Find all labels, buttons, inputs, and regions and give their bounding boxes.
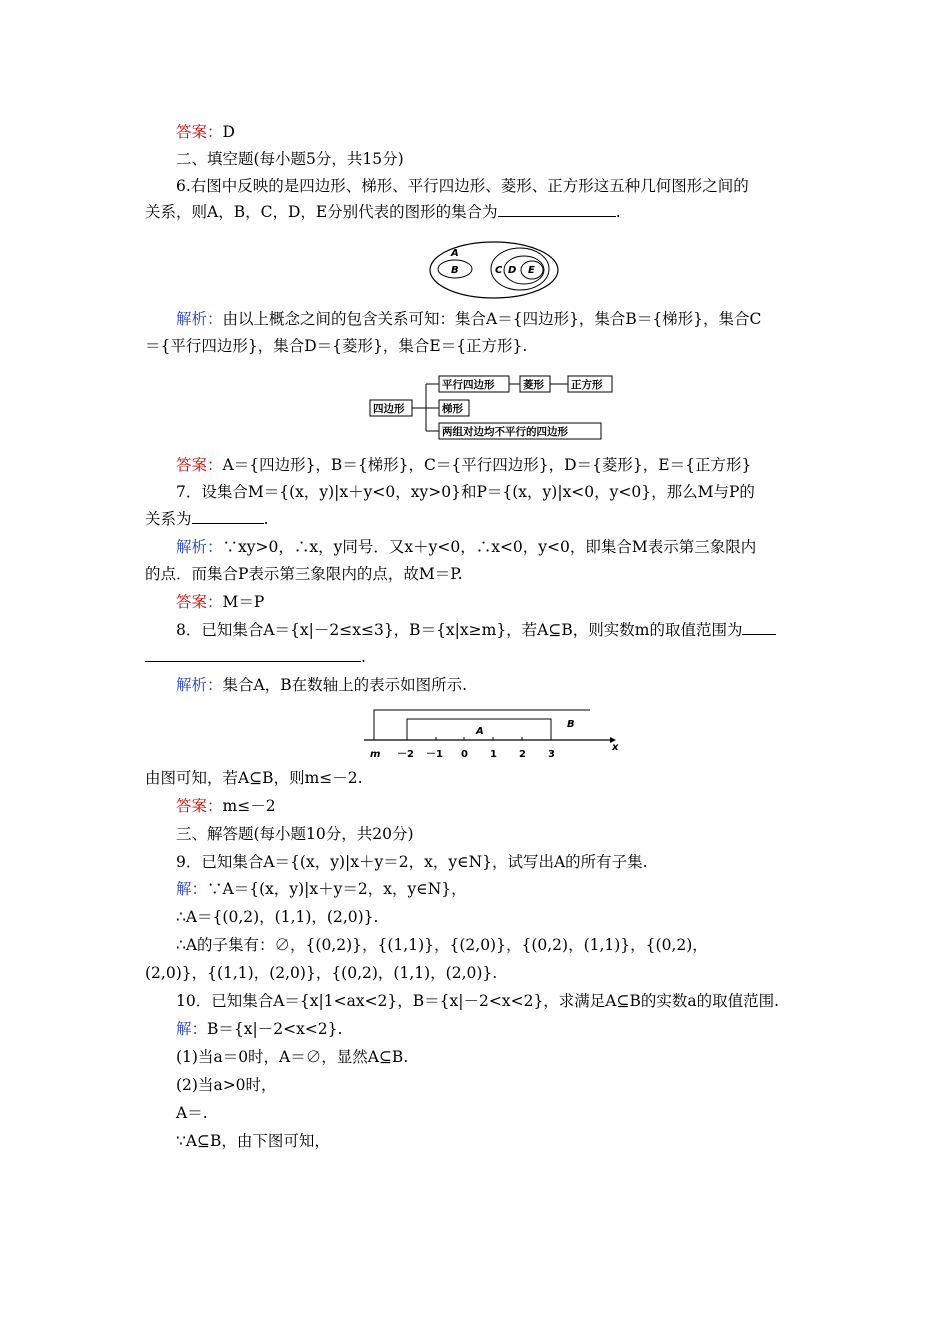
answer-label: 答案： (176, 123, 223, 141)
solution-8-line-1 (176, 675, 467, 695)
tick-label-minus-2: －2 (397, 749, 414, 760)
solution-10-line-2: (1)当a＝0时，A＝∅，显然A⊆B. (176, 1048, 409, 1066)
question-6-line-2 (145, 202, 621, 222)
solution-9-line-1 (176, 879, 467, 899)
solution-6-line-1 (176, 309, 761, 329)
set-a-label: A (476, 726, 484, 737)
question-7-line-1: 7．设集合M＝{(x，y)|x＋y<0，xy>0}和P＝{(x，y)|x<0，y<0}，那么M与P的 (176, 483, 755, 501)
venn-diagram (428, 240, 560, 300)
question-7-text: 关系为 (145, 510, 192, 528)
solution-6-line-2: ＝{平行四边形}，集合D＝{菱形}，集合E＝{正方形}. (145, 337, 528, 355)
answer-value: m≤－2 (222, 797, 276, 815)
question-7-line-2 (145, 509, 268, 529)
tick-label-0: 0 (461, 749, 468, 760)
solution-text: 集合A，B在数轴上的表示如图所示. (222, 676, 468, 694)
solution-label: 解析： (176, 676, 223, 694)
solution-text: 由以上概念之间的包含关系可知：集合A＝{四边形}，集合B＝{梯形}，集合C (222, 310, 762, 328)
answer-5 (176, 122, 235, 142)
question-8-line-1 (176, 620, 776, 640)
question-8-text: 8．已知集合A＝{x|－2≤x≤3}，B＝{x|x≥m}，若A⊆B，则实数m的取值范围为 (176, 621, 743, 639)
tick-label-m: m (370, 749, 381, 760)
tick-label-3: 3 (548, 749, 555, 760)
answer-blank-start (742, 620, 776, 635)
solution-9-line-2: ∴A＝{(0,2)，(1,1)，(2,0)}. (176, 908, 379, 926)
quadrilateral-tree-diagram (368, 374, 616, 442)
solution-label: 解： (176, 880, 208, 898)
venn-label-a: A (451, 248, 459, 259)
tree-branch1-child-label: 菱形 (523, 379, 544, 391)
answer-6 (176, 455, 751, 475)
tree-branch1-label: 平行四边形 (442, 379, 495, 391)
venn-label-e: E (528, 265, 535, 276)
venn-label-b: B (451, 265, 459, 276)
solution-9-line-4: (2,0)}，{(1,1)，(2,0)}，{(0,2)，(1,1)，(2,0)}. (145, 964, 498, 982)
solution-10-line-5: ∵A⊆B，由下图可知， (176, 1132, 330, 1150)
solution-label: 解析： (176, 538, 223, 556)
answer-value: M＝P (222, 593, 265, 611)
solution-label: 解析： (176, 310, 223, 328)
answer-blank (192, 509, 264, 524)
answer-blank (145, 647, 361, 662)
question-10: 10．已知集合A＝{x|1<ax<2}，B＝{x|－2<x<2}，求满足A⊆B的实数a的取值范围. (176, 992, 780, 1010)
solution-10-line-4: A＝. (176, 1104, 208, 1122)
venn-label-c: C (495, 265, 503, 276)
solution-7-line-1 (176, 537, 756, 557)
question-6-line-1: 6.右图中反映的是四边形、梯形、平行四边形、菱形、正方形这五种几何图形之间的 (176, 177, 749, 195)
solution-8-line-2: 由图可知，若A⊆B，则m≤－2. (145, 769, 363, 787)
section-2-heading: 二、填空题(每小题5分，共15分) (176, 150, 404, 168)
solution-9-line-3: ∴A的子集有：∅，{(0,2)}，{(1,1)}，{(2,0)}，{(0,2)，(1,1)}，{(0,2)， (176, 936, 708, 954)
answer-label: 答案： (176, 797, 223, 815)
period: . (361, 648, 366, 666)
answer-label: 答案： (176, 593, 223, 611)
solution-10-line-3: (2)当a>0时， (176, 1076, 277, 1094)
set-b-label: B (567, 719, 575, 730)
answer-label: 答案： (176, 456, 223, 474)
tree-branch1-grandchild-label: 正方形 (571, 379, 603, 391)
question-8-line-2 (145, 647, 366, 667)
axis-label-x: x (612, 742, 619, 753)
solution-text: B＝{x|－2<x<2}. (207, 1020, 343, 1038)
tree-root-label: 四边形 (373, 403, 405, 415)
tick-label-1: 1 (490, 749, 497, 760)
solution-text: ∵A＝{(x，y)|x＋y＝2，x，y∈N}， (207, 880, 467, 898)
solution-10-line-1 (176, 1019, 342, 1039)
tick-label-minus-1: －1 (426, 749, 443, 760)
question-9: 9．已知集合A＝{(x，y)|x＋y＝2，x，y∈N}，试写出A的所有子集. (176, 853, 648, 871)
venn-outer-set (430, 242, 558, 298)
tick-label-2: 2 (519, 749, 526, 760)
section-3-heading: 三、解答题(每小题10分，共20分) (176, 825, 414, 843)
period: . (263, 510, 269, 528)
period: . (615, 203, 621, 221)
answer-7 (176, 592, 264, 612)
question-6-text: 关系，则A，B，C，D，E分别代表的图形的集合为 (145, 203, 498, 221)
solution-7-line-2: 的点．而集合P表示第三象限内的点，故M＝P. (145, 565, 463, 583)
answer-blank (498, 202, 616, 217)
tree-branch3-label: 两组对边均不平行的四边形 (442, 426, 568, 438)
answer-8 (176, 796, 276, 816)
tree-branch2-label: 梯形 (442, 403, 463, 415)
number-line-diagram (360, 706, 628, 766)
answer-value: D (222, 123, 235, 141)
solution-label: 解： (176, 1020, 208, 1038)
solution-text: ∵xy>0，∴x，y同号．又x＋y<0，∴x<0，y<0，即集合M表示第三象限内 (222, 538, 757, 556)
answer-value: A＝{四边形}，B＝{梯形}，C＝{平行四边形}，D＝{菱形}，E＝{正方形} (222, 456, 752, 474)
venn-label-d: D (508, 265, 517, 276)
